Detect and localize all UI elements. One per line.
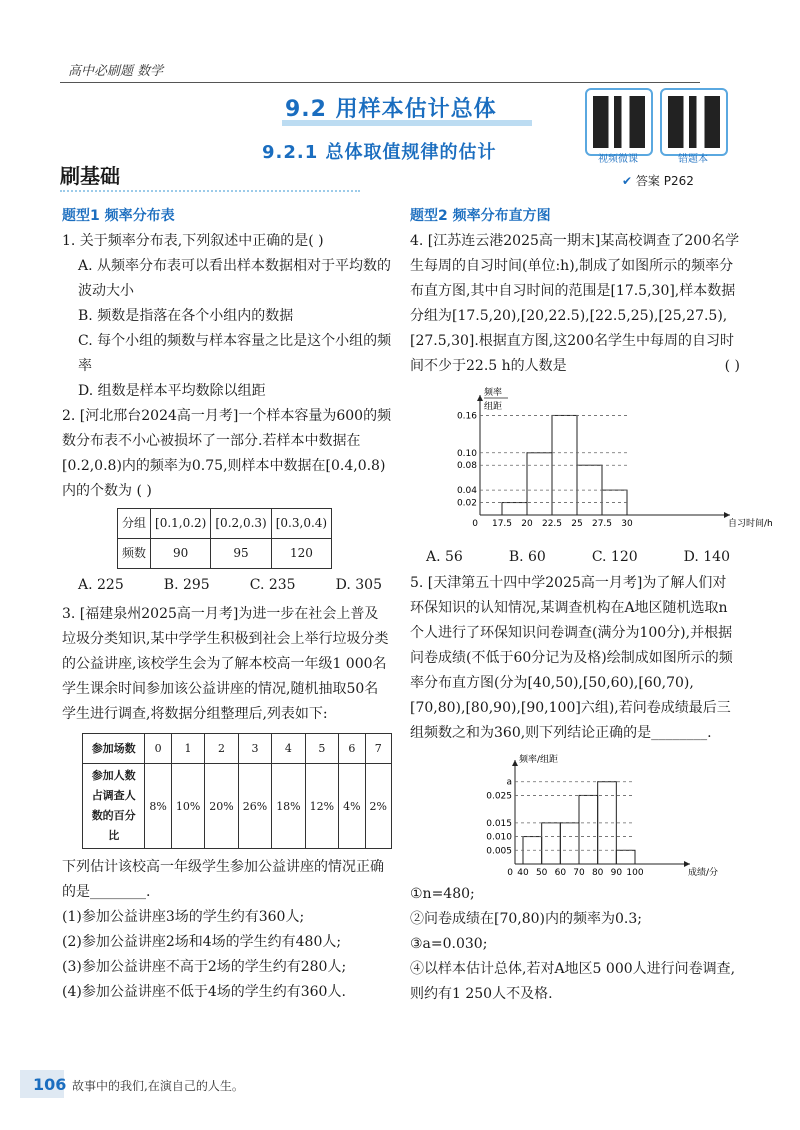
q1-option-c: C. 每个小组的频数与样本容量之比是这个小组的频率 xyxy=(78,333,392,374)
q4-option-a: A. 56 xyxy=(426,549,463,565)
q2-table-header: 分组 xyxy=(118,509,151,539)
q3-table-cell: 26% xyxy=(238,764,271,849)
q3-table-cell: 20% xyxy=(205,764,238,849)
q1-option-d: D. 组数是样本平均数除以组距 xyxy=(78,383,266,399)
footer-motto: 故事中的我们,在演自己的人生。 xyxy=(72,1079,244,1093)
y-axis-arrow xyxy=(477,395,483,401)
section-2-heading: 题型2 频率分布直方图 xyxy=(410,208,551,224)
q2-option-c: C. 235 xyxy=(249,577,296,593)
q4-stem: 4. [江苏连云港2025高一期末]某高校调查了200名学生每周的自习时间(单位:h),制成了如图所示的频率分布直方图,其中自习时间的范围是[17.5,30],样本数据分组为[17.5,20),[20,22.5),[22.5,25),[25,27.5),[27.5,30].根据直方图,这200名学生中每周的自习时间不少于22.5 h的人数是 xyxy=(410,233,740,374)
q5-stem: 5. [天津第五十四中学2025高一月考]为了解人们对环保知识的认知情况,某调查机构在A地区随机选取n个人进行了环保知识问卷调查(满分为100分),并根据问卷成绩(不低于60分记为及格)绘制成如图所示的频率分布直方图(分为[40,50),[50,60),[60,70),[70,80),[80,90),[90,100]六组),若问卷成绩最后三组频数之和为360,则下列结论正确的是________. xyxy=(410,575,733,741)
q2-table-cell: 120 xyxy=(271,539,331,569)
q1-option-a: A. 从频率分布表可以看出样本数据相对于平均数的波动大小 xyxy=(78,258,392,299)
q2-options xyxy=(62,573,392,598)
q4-option-b: B. 60 xyxy=(508,549,546,565)
brand-divider xyxy=(60,190,360,192)
q3-table-header: 参加场数 xyxy=(83,734,145,764)
x-axis-label: 成绩/分 xyxy=(688,868,719,878)
y-tick-label: 0.025 xyxy=(486,791,512,802)
x-tick-label: 0 xyxy=(507,868,513,878)
q2-table-header: [0.2,0.3) xyxy=(211,509,271,539)
y-axis-arrow xyxy=(512,760,518,766)
y-tick-label: 0.10 xyxy=(456,448,477,459)
y-tick-label: 0.010 xyxy=(486,832,512,843)
page-number: 106 xyxy=(33,1075,67,1094)
q1-option-b: B. 频数是指落在各个小组内的数据 xyxy=(78,308,294,324)
q3-table-cell: 10% xyxy=(171,764,204,849)
header-divider xyxy=(60,82,700,83)
x-tick-label: 60 xyxy=(554,868,567,878)
q3-table-cell: 8% xyxy=(145,764,171,849)
x-tick-label: 20 xyxy=(521,519,533,529)
section-1-heading: 题型1 频率分布表 xyxy=(62,208,175,224)
q3-table-cell: 4% xyxy=(339,764,365,849)
q4-answer-paren: ( ) xyxy=(724,358,740,374)
qr-video-label: 视频微课 xyxy=(598,154,638,165)
left-column xyxy=(62,205,392,1005)
q2-stem: 2. [河北邢台2024高一月考]一个样本容量为600的频数分布表不小心被损坏了一部分.若样本中数据在[0.2,0.8)内的频率为0.75,则样本中数据在[0.4,0.8)内的个数为 ( ) xyxy=(62,408,392,499)
section-title: 9.2 用样本估计总体 xyxy=(285,97,497,122)
q3-table-header: 5 xyxy=(305,734,338,764)
x-tick-label: 100 xyxy=(626,868,644,878)
q2-table-cell: 频数 xyxy=(118,539,151,569)
y-tick-label: 0.005 xyxy=(486,846,512,857)
x-tick-label: 90 xyxy=(610,868,623,878)
histogram-bar xyxy=(502,503,527,515)
q2-table xyxy=(117,508,332,569)
check-icon: ✔ xyxy=(622,174,633,188)
y-tick-label: 0.08 xyxy=(456,461,477,472)
y-axis-label-top: 频率 xyxy=(484,388,503,398)
q3-statement-2: (2)参加公益讲座2场和4场的学生约有480人; xyxy=(62,934,342,950)
q3-statement-3: (3)参加公益讲座不高于2场的学生约有280人; xyxy=(62,959,347,975)
right-column xyxy=(410,205,773,1007)
q3-prompt: 下列估计该校高一年级学生参加公益讲座的情况正确的是________. xyxy=(62,859,384,900)
q3-table-cell: 2% xyxy=(365,764,391,849)
brand-label: 刷基础 xyxy=(60,164,120,188)
x-tick-label: 30 xyxy=(621,519,633,529)
x-tick-label: 50 xyxy=(535,868,548,878)
question-1 xyxy=(62,229,392,404)
subsection-title: 9.2.1 总体取值规律的估计 xyxy=(262,142,497,163)
qr-mistakes-label: 错题本 xyxy=(678,154,708,165)
histogram-bar xyxy=(579,795,598,864)
q3-table-header: 0 xyxy=(145,734,171,764)
x-tick-label: 17.5 xyxy=(491,519,513,529)
histogram-bar xyxy=(523,837,542,864)
q2-table-header: [0.1,0.2) xyxy=(151,509,211,539)
q2-table-header: [0.3,0.4) xyxy=(271,509,331,539)
x-axis-label: 自习时间/h xyxy=(728,519,773,529)
x-tick-label: 22.5 xyxy=(541,519,563,529)
q4-histogram xyxy=(440,385,773,545)
q3-table-row-label: 参加人数占调查人数的百分比 xyxy=(83,764,145,849)
question-4 xyxy=(410,229,740,379)
x-axis-arrow xyxy=(684,861,690,867)
y-tick-label: 0.02 xyxy=(456,498,477,509)
q3-table-cell: 18% xyxy=(272,764,305,849)
q1-stem: 1. 关于频率分布表,下列叙述中正确的是( ) xyxy=(62,233,324,249)
q3-table-header: 1 xyxy=(171,734,204,764)
q5-conclusion-1: ①n=480; xyxy=(410,886,475,902)
y-tick-label: 0.16 xyxy=(456,411,477,422)
q5-histogram xyxy=(480,752,720,882)
answer-ref: ✔ 答案 P262 xyxy=(622,174,694,188)
q5-conclusion-2: ②问卷成绩在[70,80)内的频率为0.3; xyxy=(410,911,642,927)
x-tick-label: 40 xyxy=(517,868,529,878)
qr-code-mistakes[interactable] xyxy=(660,88,728,156)
q3-table-header: 4 xyxy=(272,734,305,764)
q3-table-header: 3 xyxy=(238,734,271,764)
q3-table-cell: 12% xyxy=(305,764,338,849)
histogram-bar xyxy=(527,453,552,515)
q4-option-c: C. 120 xyxy=(591,549,638,565)
x-tick-label: 80 xyxy=(591,868,604,878)
histogram-bar xyxy=(542,823,561,864)
x-tick-label: 27.5 xyxy=(591,519,613,529)
x-tick-label: 25 xyxy=(571,519,583,529)
y-axis-label-bottom: 组距 xyxy=(484,402,503,412)
q5-conclusion-3: ③a=0.030; xyxy=(410,936,488,952)
q4-options xyxy=(410,545,740,569)
q3-statement-1: (1)参加公益讲座3场的学生约有360人; xyxy=(62,909,305,925)
question-3 xyxy=(62,602,392,1005)
q3-stem: 3. [福建泉州2025高一月考]为进一步在社会上普及垃圾分类知识,某中学学生积极到社会上举行垃圾分类的公益讲座,该校学生会为了解本校高一年级1 000名学生课余时间参加该公益讲座的情况,随机抽取50名学生进行调查,将数据分组整理后,列表如下: xyxy=(62,606,389,722)
q3-table xyxy=(82,733,392,849)
question-2 xyxy=(62,404,392,598)
y-tick-label: 0.04 xyxy=(456,486,477,497)
q3-table-header: 6 xyxy=(339,734,365,764)
q2-table-cell: 95 xyxy=(211,539,271,569)
x-tick-label: 70 xyxy=(573,868,585,878)
y-tick-label: a xyxy=(506,777,512,788)
book-title: 高中必刷题 数学 xyxy=(68,64,164,79)
q2-option-b: B. 295 xyxy=(163,577,210,593)
x-axis-arrow xyxy=(724,512,730,518)
histogram-bar xyxy=(560,823,579,864)
q3-table-header: 2 xyxy=(205,734,238,764)
x-tick-label: 0 xyxy=(472,519,478,529)
qr-code-video[interactable] xyxy=(585,88,653,156)
histogram-bar xyxy=(616,850,635,864)
q2-option-d: D. 305 xyxy=(335,577,382,593)
q3-statement-4: (4)参加公益讲座不低于4场的学生约有360人. xyxy=(62,984,346,1000)
q3-table-header: 7 xyxy=(365,734,391,764)
question-5 xyxy=(410,571,740,746)
q5-statements xyxy=(410,882,740,1007)
q2-table-cell: 90 xyxy=(151,539,211,569)
y-axis-label: 频率/组距 xyxy=(519,755,559,765)
q5-conclusion-4: ④以样本估计总体,若对A地区5 000人进行问卷调查,则约有1 250人不及格. xyxy=(410,961,736,1002)
q4-option-d: D. 140 xyxy=(683,549,730,565)
y-tick-label: 0.015 xyxy=(486,818,512,829)
q2-option-a: A. 225 xyxy=(78,577,124,593)
